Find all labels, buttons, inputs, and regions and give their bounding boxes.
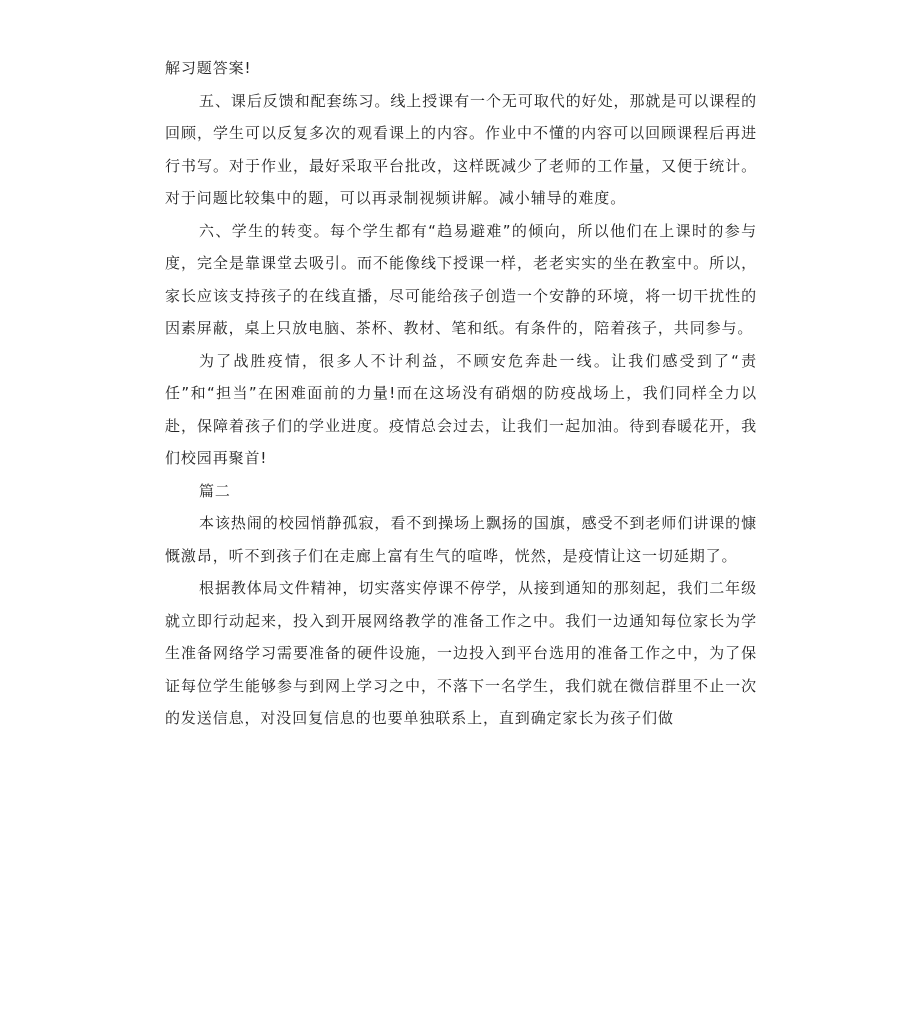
section-heading-part-two: 篇二	[199, 481, 231, 500]
paragraph-fight-epidemic: 为了战胜疫情，很多人不计利益，不顾安危奔赴一线。让我们感受到了“责任”和“担当”在困难面前的力量!而在这场没有硝烟的防疫战场上，我们同样全力以赴，保障着孩子们的学业进度。疫情总会过去，让我们一起加油。待到春暖花开，我们校园再聚首!	[165, 351, 757, 467]
paragraph-feedback-practice: 五、课后反馈和配套练习。线上授课有一个无可取代的好处，那就是可以课程的回顾，学生可以反复多次的观看课上的内容。作业中不懂的内容可以回顾课程后再进行书写。对于作业，最好采取平台批改，这样既减少了老师的工作量，又便于统计。对于问题比较集中的题，可以再录制视频讲解。减小辅导的难度。	[165, 91, 757, 207]
paragraph-student-change: 六、学生的转变。每个学生都有“趋易避难”的倾向，所以他们在上课时的参与度，完全是靠课堂去吸引。而不能像线下授课一样，老老实实的坐在教室中。所以，家长应该支持孩子的在线直播，尽可能给孩子创造一个安静的环境，将一切干扰性的因素屏蔽，桌上只放电脑、茶杯、教材、笔和纸。有条件的，陪着孩子，共同参与。	[165, 221, 757, 337]
paragraph-continuation: 解习题答案!	[165, 59, 252, 77]
document-body	[165, 52, 757, 735]
paragraph-preparation: 根据教体局文件精神，切实落实停课不停学，从接到通知的那刻起，我们二年级就立即行动起来，投入到开展网络教学的准备工作之中。我们一边通知每位家长为学生准备网络学习需要准备的硬件设施，一边投入到平台选用的准备工作之中，为了保证每位学生能够参与到网上学习之中，不落下一名学生，我们就在微信群里不止一次的发送信息，对没回复信息的也要单独联系上，直到确定家长为孩子们做	[165, 579, 757, 727]
paragraph-quiet-campus: 本该热闹的校园悄静孤寂，看不到操场上飘扬的国旗，感受不到老师们讲课的慷慨激昂，听不到孩子们在走廊上富有生气的喧哗，恍然，是疫情让这一切延期了。	[165, 514, 757, 565]
